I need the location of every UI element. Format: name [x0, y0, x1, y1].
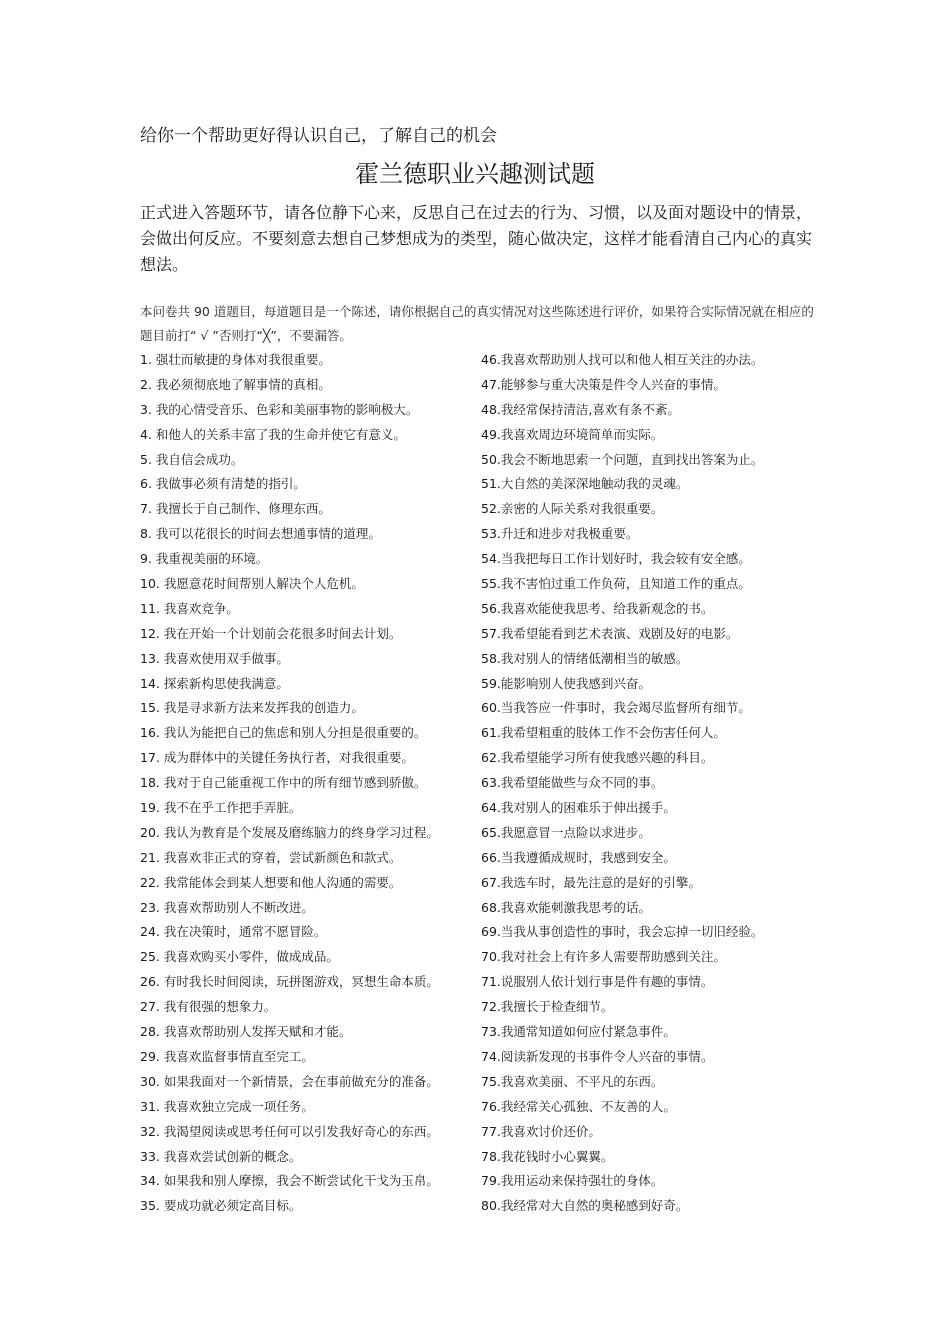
question-item: 8. 我可以花很长的时间去想通事情的道理。: [140, 526, 381, 542]
question-item: 12. 我在开始一个计划前会花很多时间去计划。: [140, 625, 402, 641]
question-item: 4. 和他人的关系丰富了我的生命并使它有意义。: [140, 426, 406, 442]
question-item: 55.我不害怕过重工作负荷，且知道工作的重点。: [481, 576, 751, 592]
question-item: 62.我希望能学习所有使我感兴趣的科目。: [481, 750, 714, 766]
question-item: 46.我喜欢帮助别人找可以和他人相互关注的办法。: [481, 352, 764, 367]
question-item: 52.亲密的人际关系对我很重要。: [481, 501, 664, 517]
question-item: 10. 我愿意花时间帮别人解决个人危机。: [140, 576, 364, 592]
question-item: 72.我擅长于检查细节。: [481, 999, 614, 1015]
question-item: 28. 我喜欢帮助别人发挥天赋和才能。: [140, 1024, 352, 1040]
question-item: 6. 我做事必须有清楚的指引。: [140, 476, 306, 492]
question-item: 27. 我有很强的想象力。: [140, 999, 277, 1015]
question-item: 64.我对别人的困难乐于伸出援手。: [481, 800, 676, 816]
question-item: 16. 我认为能把自己的焦虑和别人分担是很重要的。: [140, 725, 427, 741]
question-item: 80.我经常对大自然的奥秘感到好奇。: [481, 1198, 689, 1214]
question-item: 15. 我是寻求新方法来发挥我的创造力。: [140, 700, 364, 716]
question-item: 58.我对别人的情绪低潮相当的敏感。: [481, 650, 689, 666]
question-item: 14. 探索新构思使我满意。: [140, 675, 289, 691]
question-item: 7. 我擅长于自己制作、修理东西。: [140, 501, 331, 517]
question-item: 71.说服别人依计划行事是件有趣的事情。: [481, 974, 714, 990]
question-item: 32. 我渴望阅读或思考任何可以引发我好奇心的东西。: [140, 1123, 439, 1139]
question-item: 22. 我常能体会到某人想要和他人沟通的需要。: [140, 874, 402, 890]
question-item: 68.我喜欢能刺激我思考的话。: [481, 899, 651, 915]
question-item: 13. 我喜欢使用双手做事。: [140, 650, 289, 666]
question-item: 56.我喜欢能使我思考、给我新观念的书。: [481, 600, 714, 616]
question-item: 9. 我重视美丽的环境。: [140, 551, 269, 567]
question-item: 30. 如果我面对一个新情景，会在事前做充分的准备。: [140, 1073, 439, 1089]
question-item: 24. 我在决策时，通常不愿冒险。: [140, 924, 327, 940]
intro-paragraph: 正式进入答题环节，请各位静下心来，反思自己在过去的行为、习惯，以及面对题设中的情景，会做出何反应。不要刻意去想自己梦想成为的类型，随心做决定，这样才能看清自己内心的真实想法。: [140, 203, 813, 274]
question-item: 57.我希望能看到艺术表演、戏剧及好的电影。: [481, 625, 739, 641]
question-item: 29. 我喜欢监督事情直至完工。: [140, 1048, 314, 1064]
question-item: 66.当我遵循成规时，我感到安全。: [481, 849, 676, 865]
page-subtitle: 给你一个帮助更好得认识自己，了解自己的机会: [140, 126, 497, 146]
question-item: 47.能够参与重大决策是件令人兴奋的事情。: [481, 376, 726, 392]
instructions-paragraph: 本问卷共 90 道题目，每道题目是一个陈述，请你根据自己的真实情况对这些陈述进行评价，如果符合实际情况就在相应的题目前打“ √ ”否则打“╳”，不要漏答。: [140, 304, 814, 343]
question-list-right: [481, 348, 821, 1219]
question-item: 35. 要成功就必须定高目标。: [140, 1198, 302, 1214]
question-item: 1. 强壮而敏捷的身体对我很重要。: [140, 352, 331, 367]
question-item: 19. 我不在乎工作把手弄脏。: [140, 800, 302, 816]
question-item: 18. 我对于自己能重视工作中的所有细节感到骄傲。: [140, 775, 427, 791]
question-item: 53.升迁和进步对我极重要。: [481, 526, 639, 542]
question-item: 59.能影响别人使我感到兴奋。: [481, 675, 651, 691]
question-item: 65.我愿意冒一点险以求进步。: [481, 824, 651, 840]
question-item: 78.我花钱时小心翼翼。: [481, 1148, 614, 1164]
question-item: 50.我会不断地思索一个问题，直到找出答案为止。: [481, 451, 764, 467]
question-item: 73.我通常知道如何应付紧急事件。: [481, 1024, 676, 1040]
question-list-left: [140, 348, 480, 1219]
question-item: 49.我喜欢周边环境简单而实际。: [481, 426, 664, 442]
question-item: 26. 有时我长时间阅读，玩拼图游戏，冥想生命本质。: [140, 974, 439, 990]
question-item: 48.我经常保持清洁,喜欢有条不紊。: [481, 401, 680, 417]
question-item: 5. 我自信会成功。: [140, 451, 244, 467]
question-item: 33. 我喜欢尝试创新的概念。: [140, 1148, 302, 1164]
question-item: 76.我经常关心孤独、不友善的人。: [481, 1098, 676, 1114]
question-item: 77.我喜欢讨价还价。: [481, 1123, 601, 1139]
question-item: 54.当我把每日工作计划好时，我会较有安全感。: [481, 551, 751, 567]
question-item: 51.大自然的美深深地触动我的灵魂。: [481, 476, 689, 492]
question-item: 11. 我喜欢竞争。: [140, 600, 239, 616]
question-item: 20. 我认为教育是个发展及磨练脑力的终身学习过程。: [140, 824, 439, 840]
question-item: 3. 我的心情受音乐、色彩和美丽事物的影响极大。: [140, 401, 419, 417]
question-item: 69.当我从事创造性的事时，我会忘掉一切旧经验。: [481, 924, 764, 940]
question-item: 63.我希望能做些与众不同的事。: [481, 775, 664, 791]
question-item: 60.当我答应一件事时，我会竭尽监督所有细节。: [481, 700, 751, 716]
question-item: 67.我选车时，最先注意的是好的引擎。: [481, 874, 701, 890]
question-item: 31. 我喜欢独立完成一项任务。: [140, 1098, 314, 1114]
question-item: 34. 如果我和别人摩擦，我会不断尝试化干戈为玉帛。: [140, 1173, 439, 1189]
page-title: 霍兰德职业兴趣测试题: [355, 160, 595, 188]
question-item: 17. 成为群体中的关键任务执行者，对我很重要。: [140, 750, 414, 766]
question-item: 75.我喜欢美丽、不平凡的东西。: [481, 1073, 664, 1089]
question-item: 70.我对社会上有许多人需要帮助感到关注。: [481, 949, 726, 965]
question-item: 2. 我必须彻底地了解事情的真相。: [140, 376, 331, 392]
question-item: 74.阅读新发现的书事件令人兴奋的事情。: [481, 1048, 714, 1064]
question-item: 25. 我喜欢购买小零件，做成成品。: [140, 949, 339, 965]
question-item: 79.我用运动来保持强壮的身体。: [481, 1173, 664, 1189]
question-item: 21. 我喜欢非正式的穿着，尝试新颜色和款式。: [140, 849, 402, 865]
question-item: 61.我希望粗重的肢体工作不会伤害任何人。: [481, 725, 726, 741]
question-item: 23. 我喜欢帮助别人不断改进。: [140, 899, 314, 915]
